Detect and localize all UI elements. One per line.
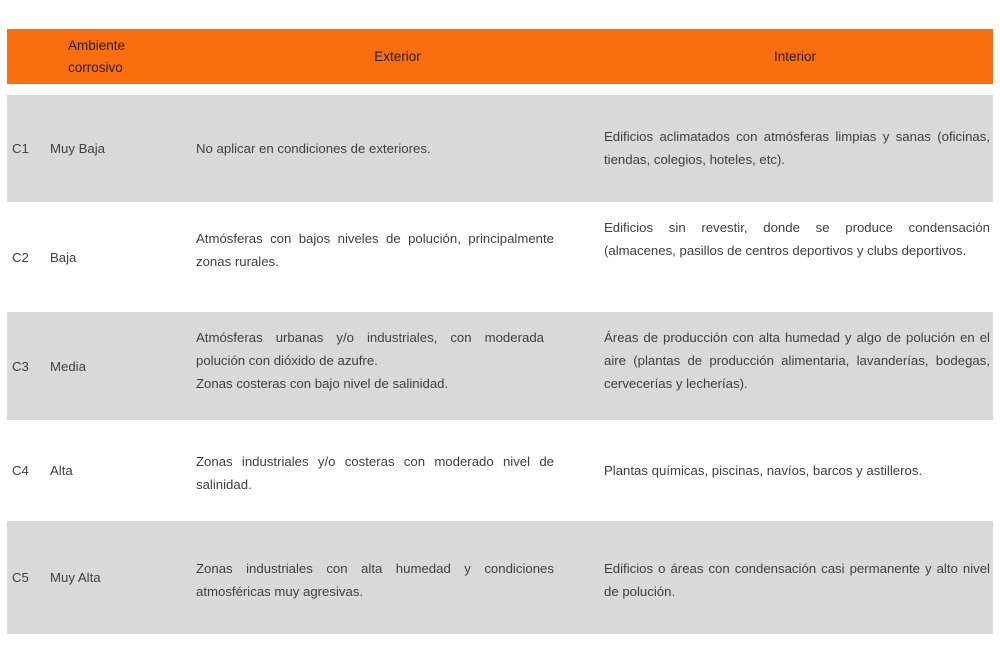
row-interior-c3: Áreas de producción con alta humedad y algo de polución en el aire (plantas de producción alimentaria, lavanderías, bodegas, cervecerías y lecherías). [604,330,990,391]
row-level-c3: Media [50,358,86,374]
row-level-c2: Baja [50,249,77,265]
row-code-c2: C2 [12,249,29,265]
row-interior-c5: Edificios o áreas con condensación casi permanente y alto nivel de polución. [604,561,990,599]
column-header-exterior: Exterior [374,48,421,64]
row-exterior-c4: Zonas industriales y/o costeras con moderado nivel de salinidad. [196,454,554,492]
row-exterior-c5: Zonas industriales con alta humedad y condiciones atmosféricas muy agresivas. [196,561,554,599]
row-exterior-c3-line1: Atmósferas urbanas y/o industriales, con moderada polución con dióxido de azufre. [196,330,544,368]
row-interior-c2: Edificios sin revestir, donde se produce condensación (almacenes, pasillos de centros deportivos y clubs deportivos. [604,220,990,258]
row-exterior-c3 [196,326,544,395]
column-header-ambiente-corrosivo [68,29,198,84]
table-row [7,312,993,420]
table-row [7,202,993,312]
corrosivity-table [7,0,993,667]
table-row [7,521,993,634]
table-header-row [7,29,993,84]
row-exterior-c2: Atmósferas con bajos niveles de polución, principalmente zonas rurales. [196,231,554,269]
row-interior-c1: Edificios aclimatados con atmósferas limpias y sanas (oficinas, tiendas, colegios, hoteles, etc). [604,129,990,167]
row-level-c4: Alta [50,463,73,478]
row-interior-c4: Plantas químicas, piscinas, navíos, barcos y astilleros. [604,463,923,478]
row-level-c5: Muy Alta [50,570,101,585]
row-code-c5: C5 [12,570,29,585]
row-code-c3: C3 [12,358,29,374]
row-exterior-c1: No aplicar en condiciones de exteriores. [196,141,431,156]
column-header-interior: Interior [773,48,817,64]
row-code-c1: C1 [12,141,29,156]
row-level-c1: Muy Baja [50,141,105,156]
table-row [7,95,993,202]
table-row [7,420,993,521]
column-header-ambiente-line2: corrosivo [68,60,123,75]
row-code-c4: C4 [12,463,29,478]
column-header-ambiente-line1: Ambiente [68,38,126,53]
row-exterior-c3-line2: Zonas costeras con bajo nivel de salinidad. [196,376,449,391]
